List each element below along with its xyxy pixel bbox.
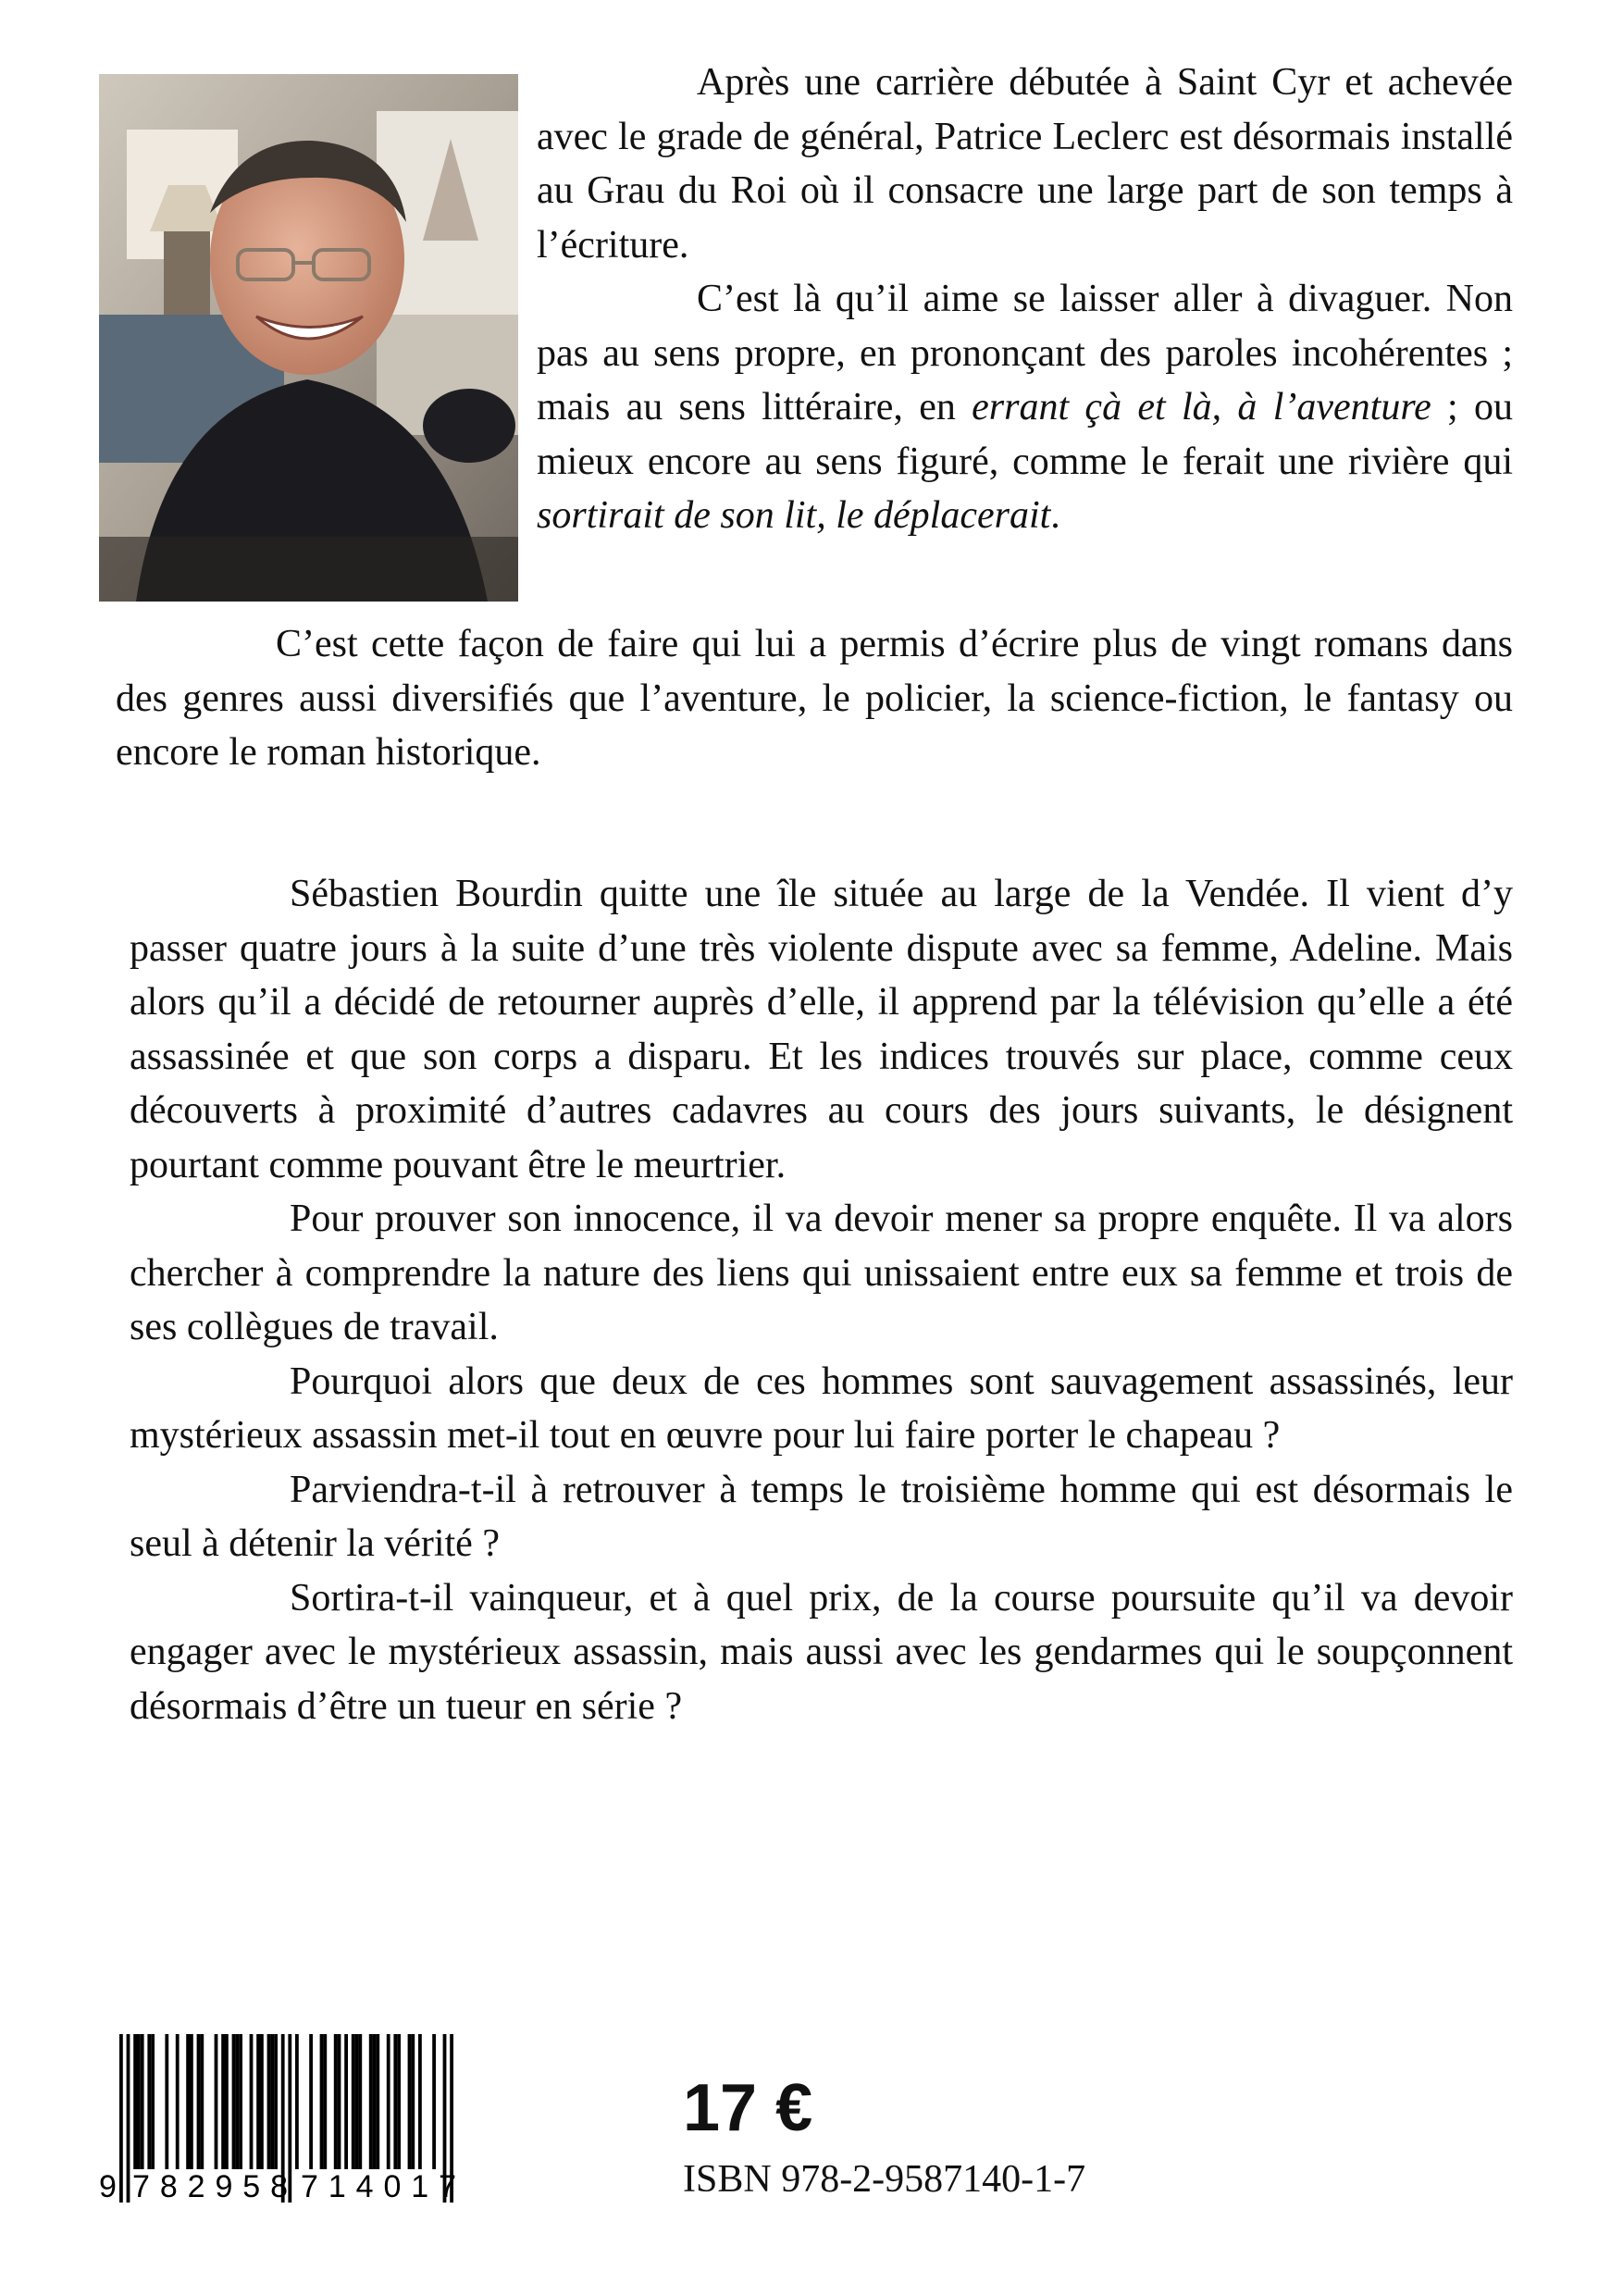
bio-continuation-paragraph: C’est cette façon de faire qui lui a permis d’écrire plus de vingt romans dans des genres aussi diversifiés que l’aventure, le policier, la science-fiction, le fantasy ou encore le roman historique.	[116, 623, 1513, 774]
barcode-bar	[151, 2034, 155, 2169]
barcode-bar	[215, 2034, 218, 2169]
barcode-bar	[137, 2034, 141, 2169]
barcode-bar	[186, 2034, 190, 2169]
barcode-bar	[200, 2034, 204, 2169]
text-run: Après une carrière débutée à Saint Cyr et achevée avec le grade de général, Patrice Leclerc est désormais installé au Grau du Roi où il consacre une large part de son temps à l’écriture.	[537, 61, 1513, 267]
barcode-bar	[250, 2034, 254, 2169]
barcode-bar	[270, 2034, 274, 2169]
isbn: ISBN 978-2-9587140-1-7	[683, 2158, 1086, 2201]
book-summary	[130, 867, 1513, 1733]
barcode-bar	[432, 2034, 436, 2169]
barcode-bar	[141, 2034, 144, 2169]
barcode-bar	[411, 2034, 415, 2169]
barcode-bar	[256, 2034, 260, 2169]
barcode-digits-right: 714017	[301, 2169, 456, 2203]
barcode-bar	[334, 2034, 338, 2169]
barcode-bar	[176, 2034, 180, 2169]
barcode-bar	[320, 2034, 324, 2169]
barcode-bar	[274, 2034, 278, 2169]
barcode-digit-first: 9	[99, 2169, 117, 2203]
text-run: .	[1050, 494, 1060, 537]
bio-paragraph	[537, 272, 1513, 543]
barcode-bar	[197, 2034, 201, 2169]
barcode-bar	[260, 2034, 264, 2169]
barcode-bar	[221, 2034, 225, 2169]
barcode-digits-left: 782958	[132, 2169, 288, 2203]
barcode-bar	[393, 2034, 397, 2169]
barcode-bar	[165, 2034, 168, 2169]
italic-phrase: errant çà et là, à l’aventure	[972, 386, 1431, 428]
barcode-bar	[408, 2034, 412, 2169]
barcode-bar	[355, 2034, 359, 2169]
barcode-bar	[119, 2034, 123, 2203]
bio-paragraph	[537, 56, 1513, 272]
barcode-bar	[225, 2034, 229, 2169]
barcode-bar	[190, 2034, 193, 2169]
summary-paragraph: Parviendra-t-il à retrouver à temps le troisième homme qui est désormais le seul à détenir la vérité ?	[130, 1468, 1513, 1565]
summary-paragraph: Sortira-t-il vainqueur, et à quel prix, de la course poursuite qu’il va devoir engager avec le mystérieux assassin, mais aussi avec les gendarmes qui le soupçonnent désormais d’être un tueur en série ?	[130, 1576, 1513, 1728]
barcode-icon	[95, 2034, 493, 2203]
barcode-bar	[147, 2034, 151, 2169]
barcode-bar	[338, 2034, 341, 2169]
barcode-bar	[235, 2034, 239, 2169]
barcode-bar	[387, 2034, 390, 2169]
barcode-bar	[373, 2034, 377, 2169]
barcode-bar	[133, 2034, 137, 2169]
barcode-bar	[309, 2034, 313, 2169]
summary-paragraph: Pourquoi alors que deux de ces hommes sont sauvagement assassinés, leur mystérieux assassin met-il tout en œuvre pour lui faire porter le chapeau ?	[130, 1359, 1513, 1457]
price: 17 €	[683, 2071, 813, 2145]
text-run: C’est là qu’il aime se laisser aller à divaguer. Non pas au sens propre, en prononçant des paroles incohérentes ; mais au sens littéraire, en	[537, 278, 1513, 428]
author-bio-continuation	[116, 617, 1513, 780]
author-portrait-icon	[99, 74, 518, 602]
barcode-bar	[352, 2034, 355, 2169]
summary-paragraph: Pour prouver son innocence, il va devoir mener sa propre enquête. Il va alors chercher à comprendre la nature des liens qui unissaient entre eux sa femme et trois de ses collègues de travail.	[130, 1198, 1513, 1348]
barcode-bar	[232, 2034, 236, 2169]
author-photo	[99, 74, 518, 602]
barcode-bar	[344, 2034, 348, 2169]
barcode-bar	[397, 2034, 401, 2169]
barcode-bar	[369, 2034, 373, 2169]
italic-phrase: sortirait de son lit, le déplacerait	[537, 494, 1051, 537]
author-bio	[537, 56, 1513, 543]
barcode-bar	[288, 2034, 291, 2203]
barcode-bar	[323, 2034, 327, 2169]
text-run: ; ou mieux encore au sens figuré, comme le ferait une rivière qui	[537, 386, 1513, 483]
barcode-bar	[376, 2034, 379, 2169]
summary-paragraph: Sébastien Bourdin quitte une île située au large de la Vendée. Il vient d’y passer quatre jours à la suite d’une très violente dispute avec sa femme, Adeline. Mais alors qu’il a décidé de retourner auprès d’elle, il apprend par la télévision qu’elle a été assassinée et que son corps a disparu. Et les indices trouvés sur place, comme ceux découverts à proximité d’autres cadavres au cours des jours suivants, le désignent pourtant comme pouvant être le meurtrier.	[130, 873, 1513, 1186]
barcode-bar	[127, 2034, 130, 2203]
barcode-bar	[418, 2034, 422, 2169]
barcode-bar	[358, 2034, 362, 2169]
barcode-bar	[267, 2034, 271, 2169]
barcode-bar	[295, 2034, 299, 2169]
barcode-bar	[239, 2034, 242, 2169]
